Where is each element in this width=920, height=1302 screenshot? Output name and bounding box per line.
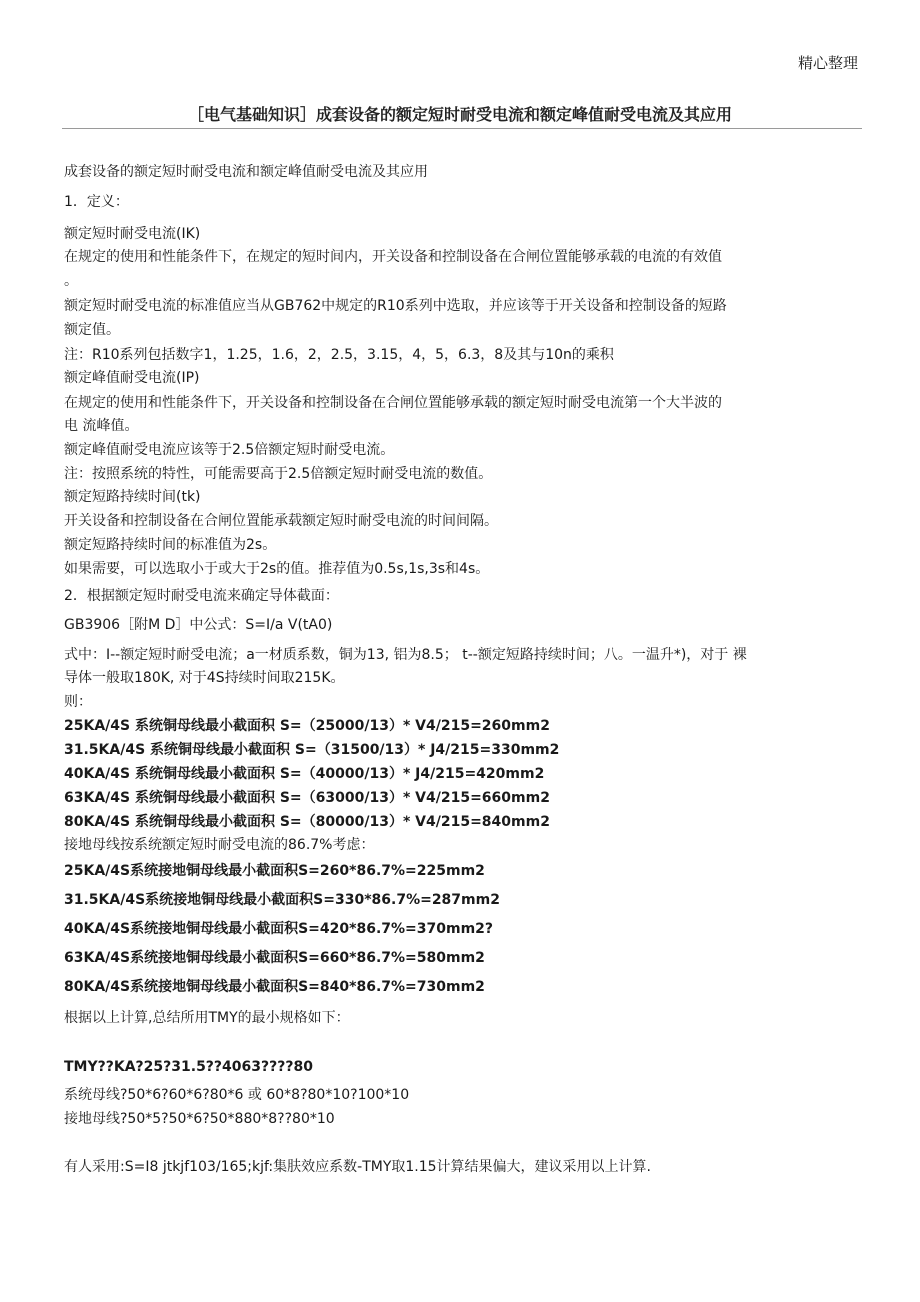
body-line: 2．根据额定短时耐受电流来确定导体截面： bbox=[64, 588, 339, 604]
body-line: TMY??KA?25?31.5??4063????80 bbox=[64, 1059, 313, 1075]
body-line: 在规定的使用和性能条件下，开关设备和控制设备在合闸位置能够承载的额定短时耐受电流第一个大半波的 bbox=[64, 395, 722, 411]
body-line: 接地母线?50*5?50*6?50*880*8??80*10 bbox=[64, 1111, 335, 1127]
body-line: 在规定的使用和性能条件下，在规定的短时间内，开关设备和控制设备在合闸位置能够承载的电流的有效值 bbox=[64, 249, 722, 265]
body-line: 导体一般取180K, 对于4S持续时间取215K。 bbox=[64, 670, 345, 686]
body-line: 63KA/4S 系统铜母线最小截面积 S=（63000/13）* V4/215=660mm2 bbox=[64, 790, 550, 806]
body-line: 注：R10系列包括数字1，1.25，1.6，2，2.5，3.15，4，5，6.3，8及其与10n的乘积 bbox=[64, 347, 614, 363]
body-line: 电 流峰值。 bbox=[64, 418, 139, 434]
body-line: 额定短时耐受电流的标准值应当从GB762中规定的R10系列中选取，并应该等于开关设备和控制设备的短路 bbox=[64, 298, 727, 314]
body-line: 31.5KA/4S 系统铜母线最小截面积 S=（31500/13）* J4/215=330mm2 bbox=[64, 742, 560, 758]
document-title: ［电气基础知识］成套设备的额定短时耐受电流和额定峰值耐受电流及其应用 bbox=[187, 105, 732, 124]
body-line: 25KA/4S 系统铜母线最小截面积 S=（25000/13）* V4/215=260mm2 bbox=[64, 718, 550, 734]
body-line: 成套设备的额定短时耐受电流和额定峰值耐受电流及其应用 bbox=[64, 164, 428, 180]
body-line: 如果需要，可以选取小于或大于2s的值。推荐值为0.5s,1s,3s和4s。 bbox=[64, 561, 490, 577]
body-line: 63KA/4S系统接地铜母线最小截面积S=660*86.7%=580mm2 bbox=[64, 950, 485, 966]
body-line: 额定短路持续时间(tk) bbox=[64, 489, 201, 505]
body-line: 式中：I--额定短时耐受电流；a一材质系数，铜为13, 铝为8.5； t--额定短路持续时间；八。一温升*)，对于 裸 bbox=[64, 647, 747, 663]
body-line: 80KA/4S 系统铜母线最小截面积 S=（80000/13）* V4/215=840mm2 bbox=[64, 814, 550, 830]
body-line: GB3906［附M D］中公式：S=I/a V(tA0) bbox=[64, 617, 333, 633]
body-line: 注：按照系统的特性，可能需要高于2.5倍额定短时耐受电流的数值。 bbox=[64, 466, 493, 482]
body-line: 有人采用:S=I8 jtkjf103/165;kjf:集肤效应系数-TMY取1.15计算结果偏大，建议采用以上计算. bbox=[64, 1159, 652, 1175]
body-line: 1．定义： bbox=[64, 194, 129, 210]
header-note: 精心整理 bbox=[797, 54, 858, 72]
body-line: 25KA/4S系统接地铜母线最小截面积S=260*86.7%=225mm2 bbox=[64, 863, 485, 879]
body-line: 额定短路持续时间的标准值为2s。 bbox=[64, 537, 277, 553]
body-line: 40KA/4S 系统铜母线最小截面积 S=（40000/13）* J4/215=420mm2 bbox=[64, 766, 545, 782]
body-line: 根据以上计算,总结所用TMY的最小规格如下： bbox=[64, 1010, 350, 1026]
body-line: 额定峰值耐受电流(IP) bbox=[64, 370, 200, 386]
body-line: 。 bbox=[64, 273, 78, 289]
body-line: 系统母线?50*6?60*6?80*6 或 60*8?80*10?100*10 bbox=[64, 1087, 410, 1103]
body-line: 则： bbox=[64, 694, 92, 710]
body-line: 接地母线按系统额定短时耐受电流的86.7%考虑： bbox=[64, 837, 375, 853]
body-line: 额定值。 bbox=[64, 322, 120, 338]
body-line: 40KA/4S系统接地铜母线最小截面积S=420*86.7%=370mm2? bbox=[64, 921, 494, 937]
body-line: 80KA/4S系统接地铜母线最小截面积S=840*86.7%=730mm2 bbox=[64, 979, 485, 995]
body-line: 开关设备和控制设备在合闸位置能承载额定短时耐受电流的时间间隔。 bbox=[64, 513, 498, 529]
body-line: 31.5KA/4S系统接地铜母线最小截面积S=330*86.7%=287mm2 bbox=[64, 892, 500, 908]
body-line: 额定峰值耐受电流应该等于2.5倍额定短时耐受电流。 bbox=[64, 442, 395, 458]
title-rule bbox=[62, 128, 862, 129]
body-line: 额定短时耐受电流(IK) bbox=[64, 226, 201, 242]
